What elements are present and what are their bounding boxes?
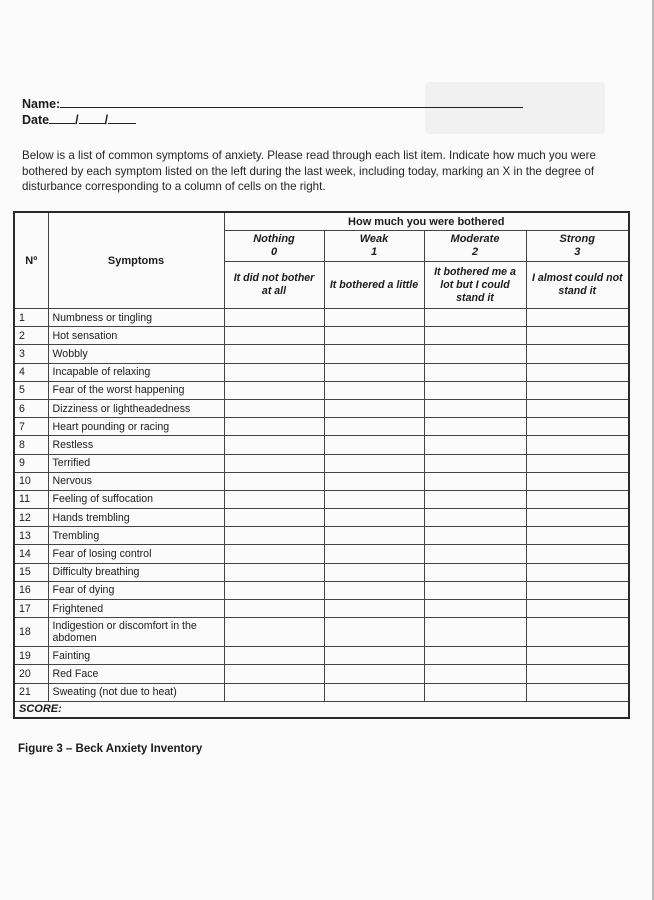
rating-cell-strong[interactable]	[526, 399, 629, 417]
date-label: Date	[22, 113, 50, 127]
rating-cell-nothing[interactable]	[224, 399, 324, 417]
rating-cell-weak[interactable]	[324, 509, 424, 527]
date-day-blank[interactable]	[49, 112, 75, 124]
rating-cell-weak[interactable]	[324, 381, 424, 399]
rating-cell-moderate[interactable]	[424, 647, 526, 665]
rating-cell-moderate[interactable]	[424, 545, 526, 563]
row-number: 10	[14, 472, 48, 490]
table-row	[14, 600, 629, 618]
severity-weak-description: It bothered a little	[324, 262, 424, 309]
rating-cell-nothing[interactable]	[224, 665, 324, 683]
row-number: 14	[14, 545, 48, 563]
severity-strong-description: I almost could not stand it	[526, 262, 629, 309]
bothered-group-header: How much you were bothered	[224, 212, 629, 231]
rating-cell-strong[interactable]	[526, 563, 629, 581]
rating-cell-nothing[interactable]	[224, 581, 324, 599]
row-number: 13	[14, 527, 48, 545]
rating-cell-strong[interactable]	[526, 327, 629, 345]
table-row	[14, 509, 629, 527]
rating-cell-weak[interactable]	[324, 563, 424, 581]
rating-cell-weak[interactable]	[324, 418, 424, 436]
rating-cell-weak[interactable]	[324, 345, 424, 363]
name-underline[interactable]	[60, 96, 523, 108]
table-row	[14, 436, 629, 454]
rating-cell-moderate[interactable]	[424, 665, 526, 683]
name-field[interactable]	[22, 96, 523, 111]
rating-cell-weak[interactable]	[324, 454, 424, 472]
rating-cell-weak[interactable]	[324, 309, 424, 327]
rating-cell-moderate[interactable]	[424, 454, 526, 472]
rating-cell-moderate[interactable]	[424, 490, 526, 508]
row-number: 18	[14, 618, 48, 647]
rating-cell-strong[interactable]	[526, 309, 629, 327]
row-number: 5	[14, 381, 48, 399]
rating-cell-weak[interactable]	[324, 683, 424, 701]
date-year-blank[interactable]	[108, 112, 136, 124]
rating-cell-nothing[interactable]	[224, 381, 324, 399]
row-number: 7	[14, 418, 48, 436]
rating-cell-moderate[interactable]	[424, 527, 526, 545]
rating-cell-strong[interactable]	[526, 490, 629, 508]
row-number: 4	[14, 363, 48, 381]
symptom-name: Sweating (not due to heat)	[48, 683, 224, 701]
rating-cell-moderate[interactable]	[424, 309, 526, 327]
severity-nothing-description: It did not bother at all	[224, 262, 324, 309]
symptom-name: Difficulty breathing	[48, 563, 224, 581]
rating-cell-strong[interactable]	[526, 509, 629, 527]
severity-strong-header: Strong 3	[526, 231, 629, 262]
rating-cell-nothing[interactable]	[224, 472, 324, 490]
rating-cell-moderate[interactable]	[424, 363, 526, 381]
rating-cell-strong[interactable]	[526, 683, 629, 701]
score-label: SCORE:	[19, 703, 62, 716]
rating-cell-strong[interactable]	[526, 527, 629, 545]
table-row	[14, 345, 629, 363]
instructions-text: Below is a list of common symptoms of anxiety. Please read through each list item. Indicate how much you were bothered by each symptom listed on the left during the last week, including today, marking an X in the degree of disturbance corresponding to a column of cells on the right.	[22, 149, 596, 193]
symptom-name: Terrified	[48, 454, 224, 472]
symptom-name: Restless	[48, 436, 224, 454]
symptom-name: Fainting	[48, 647, 224, 665]
rating-cell-weak[interactable]	[324, 600, 424, 618]
row-number: 1	[14, 309, 48, 327]
rating-cell-nothing[interactable]	[224, 509, 324, 527]
rating-cell-moderate[interactable]	[424, 683, 526, 701]
symptom-name: Nervous	[48, 472, 224, 490]
rating-cell-strong[interactable]	[526, 345, 629, 363]
score-row[interactable]	[14, 701, 629, 718]
rating-cell-weak[interactable]	[324, 490, 424, 508]
rating-cell-nothing[interactable]	[224, 309, 324, 327]
rating-cell-weak[interactable]	[324, 472, 424, 490]
rating-cell-moderate[interactable]	[424, 600, 526, 618]
severity-moderate-description: It bothered me a lot but I could stand it	[424, 262, 526, 309]
rating-cell-strong[interactable]	[526, 418, 629, 436]
number-column-header: Nº	[14, 212, 48, 309]
rating-cell-weak[interactable]	[324, 527, 424, 545]
symptom-name: Heart pounding or racing	[48, 418, 224, 436]
rating-cell-moderate[interactable]	[424, 436, 526, 454]
rating-cell-nothing[interactable]	[224, 647, 324, 665]
rating-cell-nothing[interactable]	[224, 454, 324, 472]
rating-cell-nothing[interactable]	[224, 490, 324, 508]
row-number: 2	[14, 327, 48, 345]
row-number: 21	[14, 683, 48, 701]
severity-weak-header: Weak 1	[324, 231, 424, 262]
table-row	[14, 454, 629, 472]
rating-cell-nothing[interactable]	[224, 327, 324, 345]
rating-cell-weak[interactable]	[324, 647, 424, 665]
anxiety-inventory-table	[13, 211, 630, 719]
rating-cell-weak[interactable]	[324, 581, 424, 599]
symptom-name: Fear of losing control	[48, 545, 224, 563]
row-number: 9	[14, 454, 48, 472]
rating-cell-moderate[interactable]	[424, 581, 526, 599]
row-number: 8	[14, 436, 48, 454]
symptom-name: Fear of the worst happening	[48, 381, 224, 399]
row-number: 19	[14, 647, 48, 665]
symptom-name: Dizziness or lightheadedness	[48, 399, 224, 417]
symptom-name: Incapable of relaxing	[48, 363, 224, 381]
symptoms-column-header: Symptoms	[48, 212, 224, 309]
table-row	[14, 327, 629, 345]
rating-cell-strong[interactable]	[526, 600, 629, 618]
rating-cell-strong[interactable]	[526, 647, 629, 665]
rating-cell-nothing[interactable]	[224, 563, 324, 581]
row-number: 15	[14, 563, 48, 581]
symptom-name: Indigestion or discomfort in the abdomen	[48, 618, 224, 647]
rating-cell-nothing[interactable]	[224, 436, 324, 454]
rating-cell-nothing[interactable]	[224, 527, 324, 545]
rating-cell-nothing[interactable]	[224, 618, 324, 647]
rating-cell-strong[interactable]	[526, 381, 629, 399]
rating-cell-weak[interactable]	[324, 545, 424, 563]
rating-cell-nothing[interactable]	[224, 683, 324, 701]
rating-cell-nothing[interactable]	[224, 363, 324, 381]
table-row	[14, 647, 629, 665]
symptom-name: Trembling	[48, 527, 224, 545]
rating-cell-nothing[interactable]	[224, 345, 324, 363]
rating-cell-nothing[interactable]	[224, 418, 324, 436]
rating-cell-strong[interactable]	[526, 545, 629, 563]
table-row	[14, 363, 629, 381]
table-row	[14, 545, 629, 563]
rating-cell-strong[interactable]	[526, 454, 629, 472]
rating-cell-moderate[interactable]	[424, 563, 526, 581]
row-number: 6	[14, 399, 48, 417]
row-number: 3	[14, 345, 48, 363]
date-separator: /	[104, 113, 109, 127]
table-row	[14, 418, 629, 436]
symptom-name: Numbness or tingling	[48, 309, 224, 327]
table-row	[14, 309, 629, 327]
rating-cell-weak[interactable]	[324, 665, 424, 683]
row-number: 11	[14, 490, 48, 508]
rating-cell-strong[interactable]	[526, 618, 629, 647]
severity-moderate-header: Moderate 2	[424, 231, 526, 262]
date-field[interactable]	[22, 112, 136, 127]
rating-cell-strong[interactable]	[526, 363, 629, 381]
symptom-name: Wobbly	[48, 345, 224, 363]
rating-cell-weak[interactable]	[324, 363, 424, 381]
table-row	[14, 683, 629, 701]
rating-cell-nothing[interactable]	[224, 545, 324, 563]
row-number: 17	[14, 600, 48, 618]
rating-cell-moderate[interactable]	[424, 399, 526, 417]
rating-cell-moderate[interactable]	[424, 472, 526, 490]
rating-cell-moderate[interactable]	[424, 327, 526, 345]
rating-cell-moderate[interactable]	[424, 509, 526, 527]
symptom-name: Feeling of suffocation	[48, 490, 224, 508]
symptom-name: Frightened	[48, 600, 224, 618]
date-month-blank[interactable]	[79, 112, 105, 124]
rating-cell-strong[interactable]	[526, 436, 629, 454]
row-number: 20	[14, 665, 48, 683]
symptom-name: Hands trembling	[48, 509, 224, 527]
table-row	[14, 527, 629, 545]
rating-cell-moderate[interactable]	[424, 418, 526, 436]
rating-cell-nothing[interactable]	[224, 600, 324, 618]
table-row	[14, 472, 629, 490]
table-row	[14, 563, 629, 581]
rating-cell-weak[interactable]	[324, 436, 424, 454]
table-row	[14, 381, 629, 399]
table-row	[14, 618, 629, 647]
symptom-name: Red Face	[48, 665, 224, 683]
severity-nothing-header: Nothing 0	[224, 231, 324, 262]
rating-cell-strong[interactable]	[526, 581, 629, 599]
name-label: Name:	[22, 97, 61, 111]
row-number: 16	[14, 581, 48, 599]
table-row	[14, 399, 629, 417]
table-row	[14, 665, 629, 683]
row-number: 12	[14, 509, 48, 527]
rating-cell-weak[interactable]	[324, 399, 424, 417]
date-separator: /	[75, 113, 79, 127]
rating-cell-moderate[interactable]	[424, 381, 526, 399]
symptom-name: Fear of dying	[48, 581, 224, 599]
symptom-name: Hot sensation	[48, 327, 224, 345]
rating-cell-strong[interactable]	[526, 665, 629, 683]
table-row	[14, 581, 629, 599]
table-row	[14, 490, 629, 508]
rating-cell-weak[interactable]	[324, 327, 424, 345]
rating-cell-moderate[interactable]	[424, 618, 526, 647]
rating-cell-strong[interactable]	[526, 472, 629, 490]
rating-cell-weak[interactable]	[324, 618, 424, 647]
rating-cell-moderate[interactable]	[424, 345, 526, 363]
figure-caption: Figure 3 – Beck Anxiety Inventory	[18, 743, 203, 755]
